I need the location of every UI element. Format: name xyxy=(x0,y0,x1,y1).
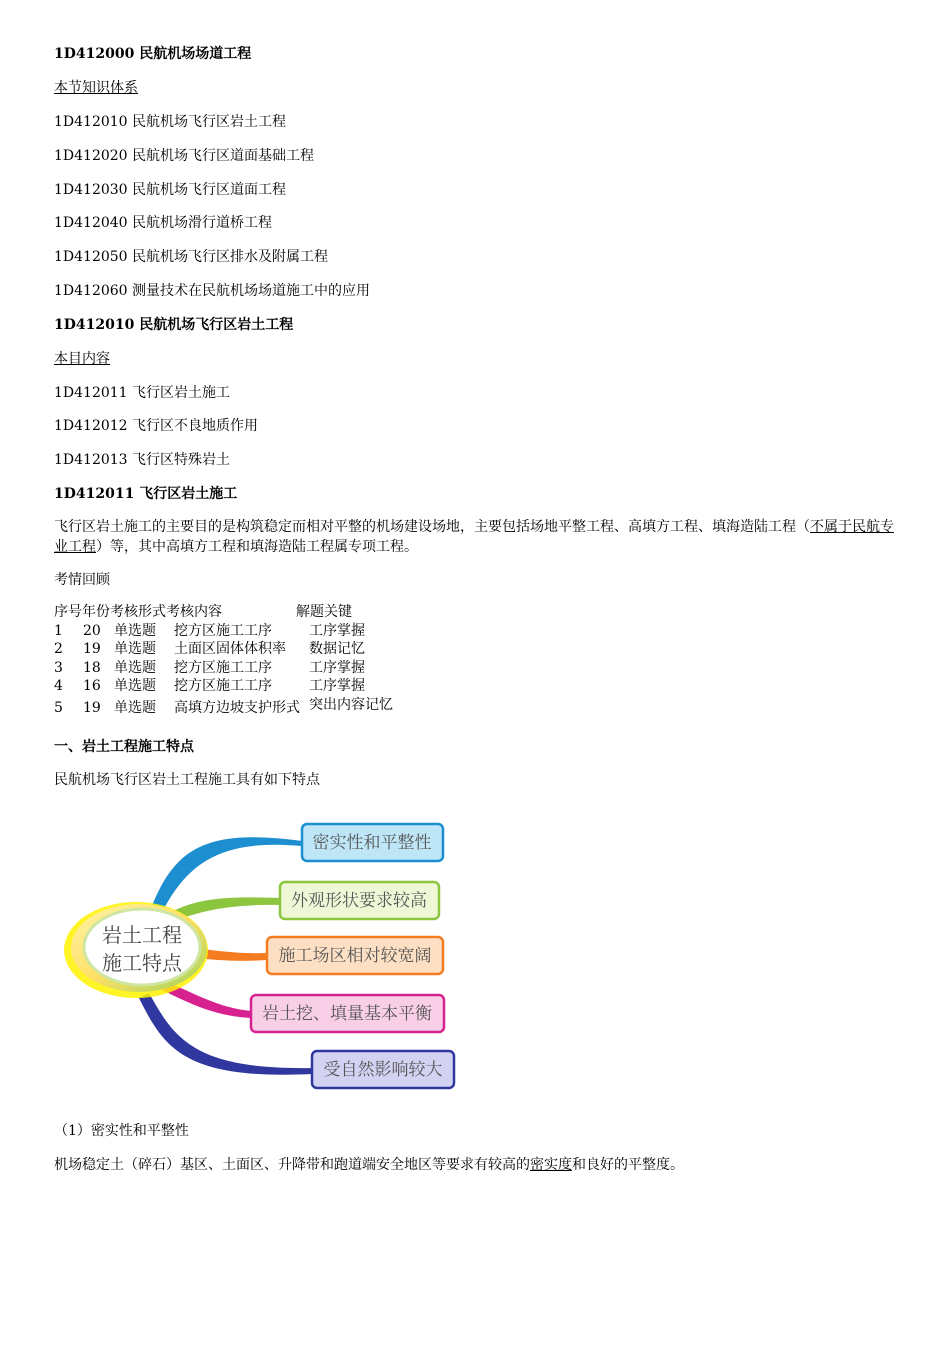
point1-paragraph: 机场稳定土（碎石）基区、土面区、升降带和跑道端安全地区等要求有较高的密实度和良好的平整度。 xyxy=(54,1157,684,1173)
node-label: 施工场区相对较宽阔 xyxy=(278,946,432,966)
section-item: 1D412030 民航机场飞行区道面工程 xyxy=(54,182,287,198)
underlined-term: 密实度 xyxy=(530,1157,572,1173)
features-intro: 民航机场飞行区岩土工程施工具有如下特点 xyxy=(54,772,320,788)
node-label: 密实性和平整性 xyxy=(312,833,432,853)
main-heading: 1D412000 民航机场场道工程 xyxy=(54,46,252,62)
content-item: 1D412012 飞行区不良地质作用 xyxy=(54,418,259,434)
exam-review-table xyxy=(54,603,409,717)
hub-label-line1: 岩土工程 xyxy=(102,923,182,947)
review-title: 考情回顾 xyxy=(54,572,110,588)
mindmap-diagram xyxy=(54,808,464,1093)
table-row: 2 19 单选题 土面区固体体积率 数据记忆 xyxy=(54,641,365,657)
content-title: 本目内容 xyxy=(54,351,110,367)
mindmap-node xyxy=(267,937,443,974)
intro-text: 飞行区岩土施工的主要目的是构筑稳定而相对平整的机场建设场地，主要包括场地平整工程、高填方工程、填海造陆工程（ xyxy=(54,519,810,535)
content-item: 1D412011 飞行区岩土施工 xyxy=(54,385,231,401)
intro-text-end: ）等，其中高填方工程和填海造陆工程属专项工程。 xyxy=(96,539,418,555)
intro-paragraph xyxy=(54,517,896,557)
mindmap-node xyxy=(251,995,444,1032)
table-row: 4 16 单选题 挖方区施工工序 工序掌握 xyxy=(54,678,365,694)
table-row: 5 19 单选题 高填方边坡支护形式 突出内容记忆 xyxy=(54,696,393,716)
table-header: 序号年份考核形式考核内容 解题关键 xyxy=(54,604,352,620)
mindmap-node xyxy=(302,824,443,861)
content-item: 1D412013 飞行区特殊岩土 xyxy=(54,452,231,468)
table-row: 1 20 单选题 挖方区施工工序 工序掌握 xyxy=(54,622,365,639)
topic-heading: 1D412011 飞行区岩土施工 xyxy=(54,486,238,502)
sub-heading: 1D412010 民航机场飞行区岩土工程 xyxy=(54,317,294,333)
mindmap-node xyxy=(280,882,439,919)
table-row: 3 18 单选题 挖方区施工工序 工序掌握 xyxy=(54,659,365,676)
intro-underlined: 不属于民航专业工程 xyxy=(54,519,894,555)
node-label: 受自然影响较大 xyxy=(323,1060,443,1080)
table-header-row xyxy=(54,603,409,622)
hub-label-line2: 施工特点 xyxy=(102,951,182,975)
node-label: 外观形状要求较高 xyxy=(291,891,427,911)
features-heading: 一、岩土工程施工特点 xyxy=(54,739,194,755)
section-item: 1D412050 民航机场飞行区排水及附属工程 xyxy=(54,249,329,265)
section-item: 1D412040 民航机场滑行道桥工程 xyxy=(54,215,273,231)
section-item: 1D412020 民航机场飞行区道面基础工程 xyxy=(54,148,315,164)
mindmap-hub xyxy=(64,902,208,998)
section-item: 1D412060 测量技术在民航机场场道施工中的应用 xyxy=(54,283,371,299)
knowledge-system-title: 本节知识体系 xyxy=(54,80,138,96)
mindmap-node xyxy=(312,1051,454,1088)
node-label: 岩土挖、填量基本平衡 xyxy=(262,1004,432,1024)
section-item: 1D412010 民航机场飞行区岩土工程 xyxy=(54,114,287,130)
point1-title: （1）密实性和平整性 xyxy=(54,1123,189,1139)
